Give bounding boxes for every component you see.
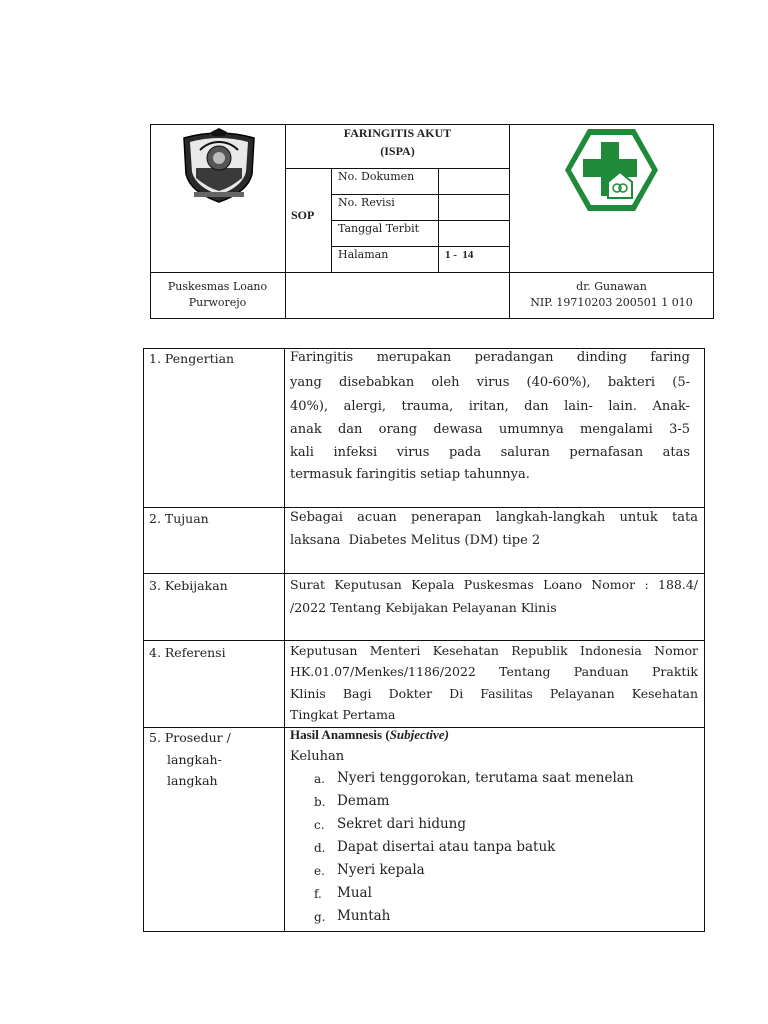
- pengertian-line-6: termasuk faringitis setiap tahunnya.: [290, 467, 530, 482]
- org-name: Puskesmas Loano: [167, 280, 268, 293]
- list-marker: f.: [314, 887, 322, 901]
- section-label-tujuan: 2. Tujuan: [149, 511, 209, 526]
- pengertian-line-5: kali infeksi virus pada saluran pernafasan atas: [290, 445, 690, 460]
- section-label-kebijakan: 3. Kebijakan: [149, 578, 228, 593]
- list-marker: a.: [314, 772, 325, 786]
- pengertian-line-3: 40%), alergi, trauma, iritan, dan lain- lain. Anak-: [290, 399, 690, 414]
- list-item: Nyeri tenggorokan, terutama saat menelan: [337, 770, 634, 786]
- anamnesis-heading-text: Hasil Anamnesis (: [290, 727, 390, 742]
- section-label-pengertian: 1. Pengertian: [149, 351, 235, 366]
- list-marker: g.: [314, 910, 326, 924]
- list-item: Sekret dari hidung: [337, 816, 467, 832]
- list-item: Muntah: [337, 908, 391, 924]
- anamnesis-heading: [290, 728, 449, 742]
- page-label: Halaman: [338, 248, 389, 261]
- anamnesis-heading-italic: Subjective): [389, 727, 449, 742]
- signer-nip: NIP. 19710203 200501 1 010: [530, 296, 693, 309]
- section-label-prosedur: 5. Prosedur /: [149, 730, 231, 745]
- kebijakan-line-1: Surat Keputusan Kepala Puskesmas Loano Nomor : 188.4/: [290, 577, 698, 592]
- document-title: FARINGITIS AKUT: [343, 126, 452, 140]
- sop-label: SOP: [291, 208, 315, 222]
- pengertian-line-4: anak dan orang dewasa umumnya mengalami 3-5: [290, 422, 690, 437]
- signer-name: dr. Gunawan: [576, 280, 647, 293]
- referensi-line-2: HK.01.07/Menkes/1186/2022 Tentang Panduan Praktik: [290, 664, 698, 679]
- section-label-prosedur-2: langkah-: [167, 752, 222, 767]
- revision-label: No. Revisi: [338, 196, 395, 209]
- list-marker: e.: [314, 864, 325, 878]
- pengertian-line-1: Faringitis merupakan peradangan dinding faring: [290, 350, 690, 365]
- puskesmas-logo-icon: [564, 128, 659, 212]
- document-subtitle: (ISPA): [380, 144, 415, 158]
- doc-number-label: No. Dokumen: [338, 170, 415, 183]
- list-item: Nyeri kepala: [337, 862, 425, 878]
- regency-emblem-icon: [178, 128, 260, 204]
- list-marker: c.: [314, 818, 325, 832]
- pengertian-line-2: yang disebabkan oleh virus (40-60%), bakteri (5-: [290, 375, 690, 390]
- list-marker: d.: [314, 841, 326, 855]
- list-marker: b.: [314, 795, 326, 809]
- list-item: Demam: [337, 793, 390, 809]
- page-value: 1 - 14: [445, 249, 474, 261]
- kebijakan-line-2: /2022 Tentang Kebijakan Pelayanan Klinis: [290, 600, 557, 615]
- tujuan-line-1: Sebagai acuan penerapan langkah-langkah untuk tata: [290, 510, 698, 525]
- referensi-line-1: Keputusan Menteri Kesehatan Republik Indonesia Nomor: [290, 643, 698, 658]
- tujuan-line-2: laksana Diabetes Melitus (DM) tipe 2: [290, 533, 541, 548]
- referensi-line-4: Tingkat Pertama: [290, 707, 396, 722]
- section-label-referensi: 4. Referensi: [149, 645, 226, 660]
- issue-date-label: Tanggal Terbit: [338, 222, 420, 235]
- keluhan-label: Keluhan: [290, 749, 345, 764]
- section-label-prosedur-3: langkah: [167, 773, 218, 788]
- org-location: Purworejo: [188, 296, 247, 309]
- referensi-line-3: Klinis Bagi Dokter Di Fasilitas Pelayanan Kesehatan: [290, 686, 698, 701]
- list-item: Dapat disertai atau tanpa batuk: [337, 839, 556, 855]
- list-item: Mual: [337, 885, 372, 901]
